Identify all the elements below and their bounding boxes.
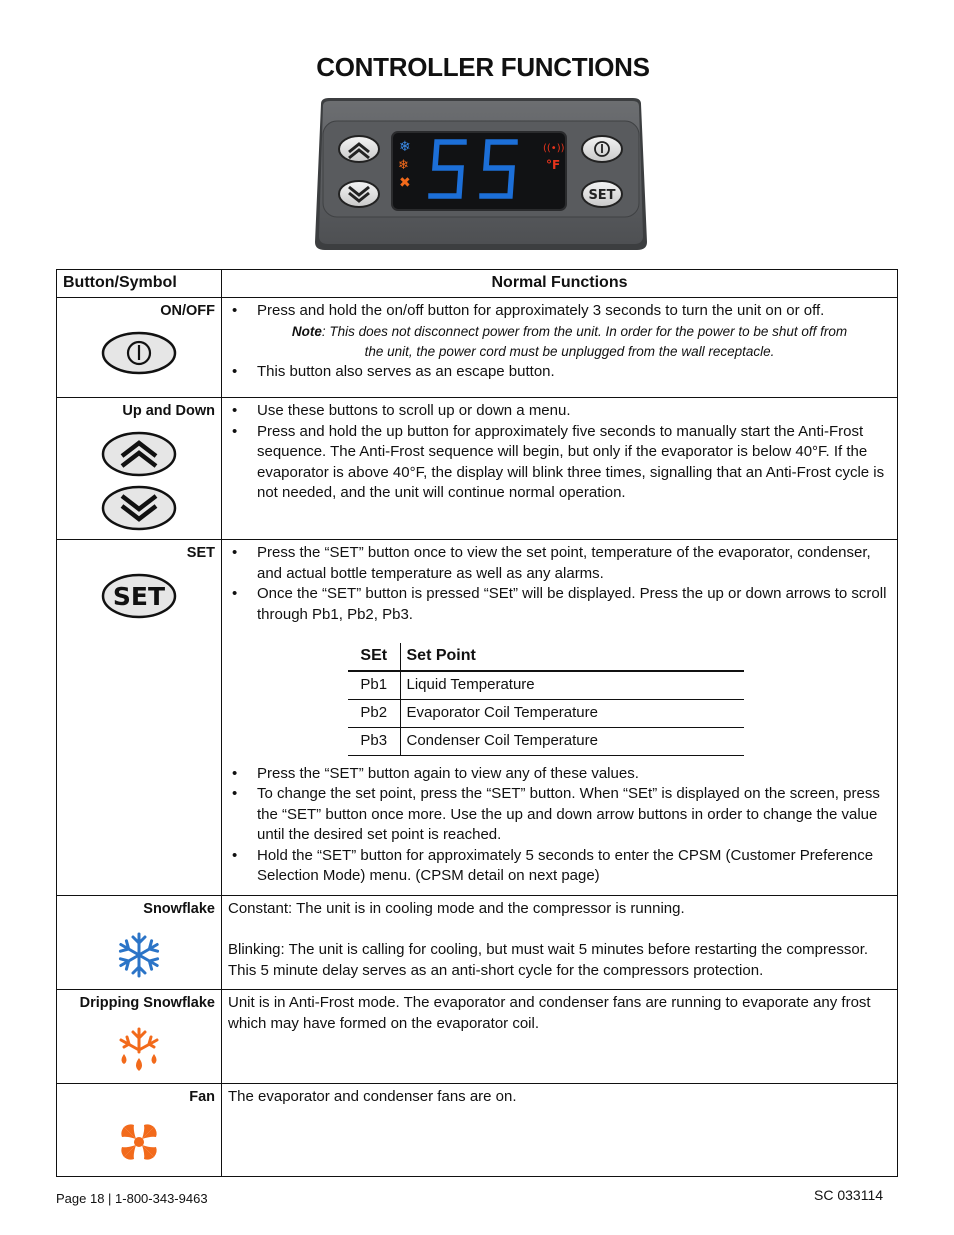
set-point-value: Liquid Temperature xyxy=(400,671,744,699)
symbol-label-dripping: Dripping Snowflake xyxy=(79,995,215,1011)
table-row xyxy=(348,727,744,755)
table-row-snowflake xyxy=(57,895,898,990)
up-button-icon xyxy=(100,430,178,478)
symbol-cell-onoff xyxy=(57,298,222,398)
controller-down-button xyxy=(339,181,379,207)
controller-power-button xyxy=(582,136,622,162)
set-bullet-5: • Hold the “SET” button for approximately 5 seconds to enter the CPSM (Customer Preference Selection Mode) menu. (CPSM detail on next page) xyxy=(228,846,891,887)
symbol-cell-set xyxy=(57,540,222,896)
set-point-table xyxy=(348,643,744,756)
dripping-snowflake-icon xyxy=(115,1026,163,1074)
set-bullet-4: • To change the set point, press the “SET” button. When “SEt” is displayed on the screen, press the “SET” button once more. Use the up and down arrow buttons in order to change the value until the desired set point is reached. xyxy=(228,784,891,846)
display-alarm-icon: ((•)) xyxy=(543,143,565,154)
desc-cell-updown xyxy=(222,398,898,540)
table-row-onoff xyxy=(57,298,898,398)
table-row-updown xyxy=(57,398,898,540)
desc-cell-snowflake xyxy=(222,895,898,990)
controller-graphic xyxy=(311,96,651,252)
table-row-dripping-snowflake xyxy=(57,990,898,1084)
display-snowflake-icon: ❄ xyxy=(399,139,411,155)
onoff-note-label: Note xyxy=(291,323,322,339)
display-fan-icon: ✖ xyxy=(399,175,411,191)
symbol-label-updown: Up and Down xyxy=(122,403,215,419)
symbol-label-fan: Fan xyxy=(189,1089,215,1105)
set-point-value: Condenser Coil Temperature xyxy=(400,727,744,755)
set-bullet-3: • Press the “SET” button again to view any of these values. xyxy=(228,764,891,785)
power-button-icon xyxy=(100,330,178,376)
set-button-icon xyxy=(100,572,178,620)
table-row xyxy=(348,699,744,727)
svg-text:SET: SET xyxy=(588,188,616,203)
set-point-key: Pb3 xyxy=(348,727,400,755)
set-point-value: Evaporator Coil Temperature xyxy=(400,699,744,727)
symbol-label-onoff: ON/OFF xyxy=(160,303,215,319)
desc-cell-onoff xyxy=(222,298,898,398)
table-header-row xyxy=(57,270,898,298)
page-title: CONTROLLER FUNCTIONS xyxy=(316,52,650,82)
functions-table xyxy=(56,269,898,1177)
symbol-cell-snowflake xyxy=(57,895,222,990)
set-bullet-1: • Press the “SET” button once to view the set point, temperature of the evaporator, condenser, and actual bottle temperature as well as any alarms. xyxy=(228,543,891,584)
onoff-note-text-1: : This does not disconnect power from the unit. In order for the power to be shut off from xyxy=(321,323,848,339)
display-dripping-snowflake-icon: ❄ xyxy=(398,158,409,173)
set-point-header-key: SEt xyxy=(348,643,400,671)
svg-text:SET: SET xyxy=(112,581,166,611)
onoff-bullet-2: • This button also serves as an escape button. xyxy=(228,362,891,383)
symbol-cell-fan xyxy=(57,1084,222,1177)
snowflake-icon xyxy=(115,931,163,979)
updown-bullet-1: • Use these buttons to scroll up or down a menu. xyxy=(228,401,891,422)
set-point-key: Pb2 xyxy=(348,699,400,727)
desc-cell-fan xyxy=(222,1084,898,1177)
table-row xyxy=(348,671,744,699)
desc-cell-set xyxy=(222,540,898,896)
onoff-note-text-2: the unit, the power cord must be unplugged from the wall receptacle. xyxy=(364,343,775,359)
table-row-set xyxy=(57,540,898,896)
controller-set-button xyxy=(582,181,622,207)
symbol-cell-updown xyxy=(57,398,222,540)
fan-text: The evaporator and condenser fans are on. xyxy=(228,1088,517,1105)
display-unit: °F xyxy=(546,158,561,172)
set-point-key: Pb1 xyxy=(348,671,400,699)
onoff-bullet-1: • Press and hold the on/off button for approximately 3 seconds to turn the unit on or off. xyxy=(228,301,891,322)
footer-page-info: Page 18 | 1-800-343-9463 xyxy=(56,1191,208,1206)
set-bullet-2: • Once the “SET” button is pressed “SEt” will be displayed. Press the up or down arrows to scroll through Pb1, Pb2, Pb3. xyxy=(228,584,891,625)
onoff-note xyxy=(228,322,891,362)
desc-cell-dripping xyxy=(222,990,898,1084)
set-point-header-value: Set Point xyxy=(400,643,744,671)
table-row-fan xyxy=(57,1084,898,1177)
header-normal-functions: Normal Functions xyxy=(222,270,898,298)
set-point-header-row xyxy=(348,643,744,671)
controller-illustration xyxy=(311,96,651,252)
symbol-label-set: SET xyxy=(186,545,215,561)
symbol-cell-dripping xyxy=(57,990,222,1084)
dripping-text: Unit is in Anti-Frost mode. The evaporator and condenser fans are running to evaporate any frost which may have formed on the evaporator coil. xyxy=(228,994,871,1032)
controller-up-button xyxy=(339,136,379,162)
header-button-symbol: Button/Symbol xyxy=(57,270,222,298)
footer-doc-code: SC 033114 xyxy=(814,1187,884,1203)
down-button-icon xyxy=(100,484,178,532)
fan-icon xyxy=(119,1122,159,1162)
updown-bullet-2: • Press and hold the up button for approximately five seconds to manually start the Anti-Frost sequence. The Anti-Frost sequence will begin, but only if the evaporator is below 40°F. If the evaporator is above 40°F, the display will blink three times, signalling that an Anti-Frost cycle is not needed, and the unit will continue normal operation. xyxy=(228,422,891,504)
snowflake-blinking-text: Blinking: The unit is calling for cooling, but must wait 5 minutes before restarting the compressor. This 5 minute delay serves as an anti-short cycle for the compressors protection. xyxy=(228,941,869,979)
symbol-label-snowflake: Snowflake xyxy=(143,900,215,917)
snowflake-constant-text: Constant: The unit is in cooling mode and the compressor is running. xyxy=(228,899,685,917)
